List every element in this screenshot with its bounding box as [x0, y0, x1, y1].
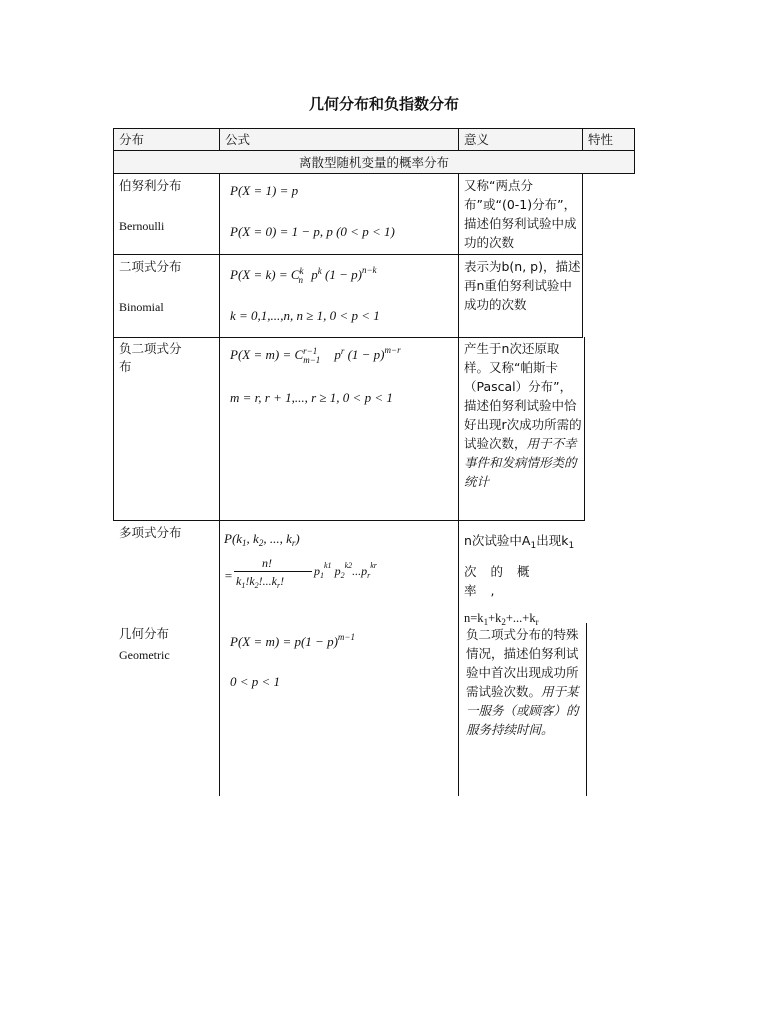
geometric-formula-2: 0 < p < 1 [230, 674, 281, 689]
row-neg-binomial-name: 负二项式分布 [119, 341, 182, 374]
binomial-meaning: 表示为b(n, p)，描述再n重伯努利试验中成功的次数 [464, 259, 581, 312]
binomial-formula-1: $P(X = k) = C^k_n$ $p^k$ $(1 - p)^{n-k}$ [230, 265, 377, 285]
bernoulli-formula-1: P(X = 1) = p [230, 183, 299, 198]
row-bernoulli-en: Bernoulli [119, 219, 165, 233]
distribution-table: 分布 公式 意义 特性 离散型随机变量的概率分布 伯努利分布 Bernoulli P(X = 1) = p P(X = 0) = 1 − p, p (0 < p < 1) 又称“两点分布”或“(0-1)分布”，描述伯努利试验中成功的次数 二项式分布 Binomial $P(X = k) = C^k_n$ $p^k$ $(1 - p)^{n-k}$ k = 0,1,...,n, n ≥ 1, 0 < p < 1 表示为b(n, p)，描述再n重伯努利试验中成功的次数 负二项式分布 $P(X = m) = C^{r-1}_{m-1}$ $p^r$ $(1 - p)^{m-r}$ m = r, r + 1,..., r ≥ 1, 0 < p < 1 产生于n次还原取样。又称“帕斯卡（Pascal）分布”，描述伯努利试验中恰好出现r次成功所需的试验次数，用于不幸事件和发病情形类的统计 多项式分布 $P(k_1$, $k_2$, ..., $k_r$) = n! $k_1!k_2!...k_r$! $p_1^{k1}$ $p_2^{k2}...p_r^{kr}$ n次试验中$A_1$出现$k_1$ 次的概率, $n=k_1+k_2+...+k_r$ 几何分布 Geometric $P(X = m) = p(1 - p)^{m-1}$ 0 < p < 1 负二项式分布的特殊情况，描述伯努利试验中首次出现成功所需试验次数。用于某一服务（或顾客）的服务持续时间。 [113, 128, 635, 796]
row-geometric-name: 几何分布 [119, 626, 170, 641]
neg-binomial-meaning: 产生于n次还原取样。又称“帕斯卡（Pascal）分布”，描述伯努利试验中恰好出现r次成功所需的试验次数，用于不幸事件和发病情形类的统计 [464, 341, 582, 489]
row-binomial-en: Binomial [119, 300, 164, 314]
geometric-meaning: 负二项式分布的特殊情况，描述伯努利试验中首次出现成功所需试验次数。用于某一服务（或顾客）的服务持续时间。 [466, 627, 579, 737]
header-dist: 分布 [119, 132, 145, 147]
multinomial-formula-1: $P(k_1$, $k_2$, ..., $k_r$) [224, 531, 300, 548]
bernoulli-formula-2: P(X = 0) = 1 − p, p (0 < p < 1) [230, 224, 395, 239]
row-multinomial-name: 多项式分布 [119, 525, 182, 540]
bernoulli-meaning: 又称“两点分布”或“(0-1)分布”，描述伯努利试验中成功的次数 [464, 178, 577, 250]
row-geometric-en: Geometric [119, 648, 170, 662]
neg-binomial-formula-2: m = r, r + 1,..., r ≥ 1, 0 < p < 1 [230, 390, 393, 405]
neg-binomial-formula-1: $P(X = m) = C^{r-1}_{m-1}$ $p^r$ $(1 - p)^{m-r}$ [230, 345, 401, 365]
geometric-formula-1: $P(X = m) = p(1 - p)^{m-1}$ [230, 632, 355, 649]
section-title: 离散型随机变量的概率分布 [298, 155, 449, 170]
header-property: 特性 [588, 132, 614, 147]
row-bernoulli-name: 伯努利分布 [119, 178, 182, 193]
binomial-formula-2: k = 0,1,...,n, n ≥ 1, 0 < p < 1 [230, 308, 380, 323]
row-binomial-name: 二项式分布 [119, 259, 182, 274]
multinomial-meaning: n次试验中$A_1$出现$k_1$ 次的概率, $n=k_1+k_2+...+k_r$ [464, 533, 575, 627]
document-title: 几何分布和负指数分布 [308, 95, 459, 113]
header-formula: 公式 [225, 132, 251, 147]
header-meaning: 意义 [464, 132, 490, 147]
